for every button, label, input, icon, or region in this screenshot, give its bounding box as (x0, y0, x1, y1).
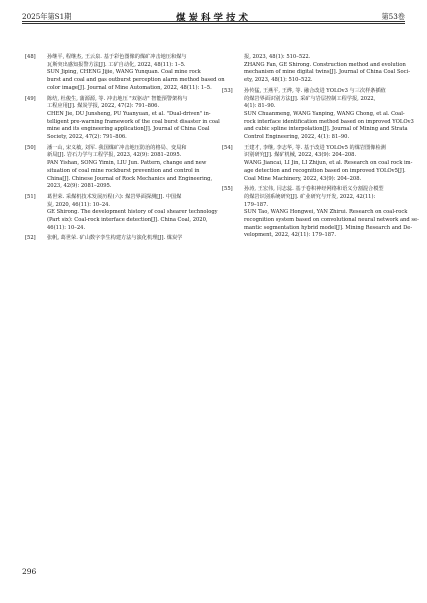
reference-text-line: 的煤岩识别系统研究[J]. 矿业研究与开发, 2022, 42(11): (244, 193, 376, 200)
reference-item (25, 54, 225, 93)
reference-text-line: 孙继平, 程继杰, 王云泉. 基于彩色图像的煤矿冲击地压和煤与 (47, 54, 187, 60)
journal-title: 煤炭科学技术 (175, 13, 251, 24)
reference-item (222, 186, 419, 240)
reference-text-line: 王建才, 李继, 李志华, 等. 基于改进 YOLOv5 的煤岩图像检测 (244, 144, 386, 151)
reference-text-line: 2023, 42(9): 2081–2095. (47, 183, 112, 190)
page-header (22, 6, 405, 32)
reference-text-line: 陈结, 杜俊生, 蒲源源, 等. 冲击地压 "双驱动" 智能预警架构与 (47, 95, 188, 102)
volume-label: 第53卷 (381, 12, 405, 21)
reference-text-line: 工程应用[J]. 煤炭学报, 2022, 47(2): 791–806. (47, 103, 160, 110)
reference-text-line: GE Shirong. The development history of coal shearer technology (47, 209, 218, 216)
reference-text-line: 孙涛, 王宏伟, 闫志蕊. 基于卷积神经网络和语义分割混合模型 (244, 186, 384, 193)
reference-text-line: CHEN Jie, DU Junsheng, PU Yuanyuan, et al. "Dual-driven" in- (47, 110, 211, 117)
reference-text-line: 瓦斯突出感知报警方法[J]. 工矿自动化, 2022, 48(11): 1–5. (47, 61, 186, 68)
reference-text-line: ety, 2023, 48(1): 510–522. (244, 77, 313, 84)
reference-text-line: SUN Jiping, CHENG Jijie, WANG Yunquan. Coal mine rock (47, 69, 201, 76)
reference-text-line: rock interface identification method based on improved YOLOv3 (244, 118, 414, 125)
reference-text-line: telligent pre-warning framework of the coal burst disaster in coal (47, 118, 220, 125)
reference-text-line: age detection and recognition based on improved YOLOv5[J]. (244, 167, 406, 174)
reference-text-line: mantic segmentation hybrid model[J]. Mining Research and De- (244, 224, 413, 231)
issue-label: 2025年第S1期 (22, 12, 72, 21)
left-column (25, 54, 225, 246)
reference-number: [53] (222, 87, 233, 94)
reference-item (222, 87, 414, 142)
reference-text-line: 的煤岩界面识别方法[J]. 采矿与岩层控制工程学报, 2022, (244, 95, 376, 102)
reference-text-line: 报, 2023, 48(1): 510–522. (244, 54, 311, 60)
reference-text-line: situation of coal mine rockburst prevention and control in (47, 167, 200, 174)
reference-text-line: Society, 2022, 47(2): 791–806. (47, 134, 127, 141)
reference-text-line: 识别研究[J]. 煤矿机械, 2022, 43(9): 204–208. (244, 152, 357, 159)
reference-number: [55] (222, 186, 233, 193)
reference-text-line: color image[J]. Journal of Mine Automation, 2022, 48(11): 1–5. (47, 84, 212, 91)
reference-text-line: SUN Tao, WANG Hongwei, YAN Zhirui. Research on coal-rock (244, 209, 408, 216)
reference-item (25, 235, 205, 243)
reference-item (25, 193, 218, 233)
reference-text-line: 葛世荣. 采煤机技术发展历程(六): 煤岩界面探测[J]. 中国煤 (47, 193, 182, 200)
reference-text-line: Coal Mine Machinery, 2022, 43(9): 204–208. (244, 175, 362, 182)
header-rule-thin (22, 23, 405, 24)
reference-text-line: mine and its engineering application[J]. Journal of China Coal (47, 126, 210, 133)
reference-text-line: PAN Yishan, SONG Yimin, LIU Jun. Pattern, change and new (47, 160, 207, 167)
reference-number: [48] (25, 54, 36, 60)
reference-number: [54] (222, 144, 233, 151)
reference-text-line: 179–187. (244, 201, 269, 208)
reference-text-line: burst and coal and gas outburst perception alarm method based on (47, 77, 225, 84)
reference-number: [52] (25, 235, 36, 242)
reference-text-line: WANG Jiancai, LI Jin, LI Zhijun, et al. Research on coal rock im- (244, 160, 413, 167)
reference-text-line: 张帆, 葛世荣. 矿山数字孪生构建方法与演化机理[J]. 煤炭学 (47, 235, 183, 242)
reference-text-line: Control Engineering, 2022, 4(1): 81–90. (244, 134, 350, 141)
reference-text-line: 4(1): 81–90. (244, 103, 276, 110)
reference-text-line: velopment, 2022, 42(11): 179–187. (244, 232, 337, 239)
reference-text-line: mechanism of mine digital twins[J]. Journal of China Coal Soci- (244, 69, 410, 76)
reference-text-line: ZHANG Fan, GE Shirong. Construction method and evolution (244, 61, 406, 68)
reference-continuation (222, 54, 410, 85)
reference-text-line: SUN Chuanmeng, WANG Yanping, WANG Chong, et al. Coal- (244, 110, 405, 117)
reference-number: [49] (25, 95, 36, 102)
reference-text-line: 46(11): 10–24. (47, 224, 86, 231)
reference-number: [51] (25, 193, 36, 200)
reference-item (222, 144, 413, 184)
reference-text-line: (Part six): Coal-rock interface detection[J]. China Coal, 2020, (47, 217, 208, 224)
reference-item (25, 144, 213, 191)
reference-number: [50] (25, 144, 36, 151)
reference-text-line: recognition system based on convolutional neural network and se- (244, 217, 419, 224)
reference-item (25, 95, 220, 142)
page-number: 296 (22, 567, 37, 576)
reference-text-line: and cubic spline interpolation[J]. Journal of Mining and Strata (244, 126, 408, 133)
reference-text-line: 孙传猛, 王燕平, 王烨, 等. 融合改进 YOLOv3 与三次样条插值 (244, 87, 386, 94)
reference-text-line: China[J]. Chinese Journal of Rock Mechanics and Engineering, (47, 175, 213, 182)
right-column (222, 54, 419, 243)
header-rule (22, 21, 405, 22)
reference-text-line: 新局[J]. 岩石力学与工程学报, 2023, 42(9): 2081–2095. (47, 152, 182, 159)
reference-text-line: 潘一山, 宋义敏, 刘军. 我国煤矿冲击地压防治的格局、变局和 (47, 144, 187, 151)
reference-text-line: 炭, 2020, 46(11): 10–24. (47, 201, 111, 208)
